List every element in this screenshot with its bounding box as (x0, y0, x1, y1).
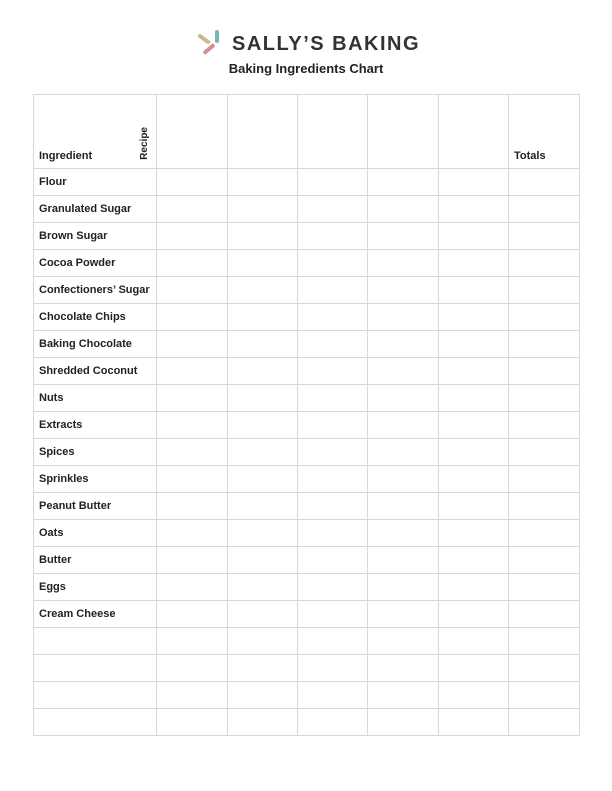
table-row (34, 520, 580, 547)
recipe-cell[interactable] (368, 385, 439, 412)
recipe-cell[interactable] (298, 466, 368, 493)
recipe-cell[interactable] (228, 547, 298, 574)
recipe-cell[interactable] (228, 250, 298, 277)
table-row (34, 385, 580, 412)
ingredient-cell: Eggs (34, 574, 157, 601)
recipe-cell[interactable] (228, 385, 298, 412)
recipe-cell[interactable] (157, 95, 228, 169)
ingredient-cell (34, 628, 157, 655)
recipe-cell[interactable] (439, 574, 509, 601)
recipe-cell[interactable] (228, 439, 298, 466)
recipe-cell[interactable] (157, 682, 228, 709)
table-row (34, 439, 580, 466)
recipe-cell[interactable] (298, 709, 368, 736)
ingredient-cell: Nuts (34, 385, 157, 412)
recipe-cell[interactable] (298, 493, 368, 520)
recipe-cell[interactable] (157, 493, 228, 520)
recipe-cell[interactable] (228, 196, 298, 223)
recipe-cell[interactable] (368, 547, 439, 574)
recipe-cell[interactable] (368, 95, 439, 169)
recipe-cell[interactable] (298, 574, 368, 601)
ingredient-cell: Cocoa Powder (34, 250, 157, 277)
totals-header: Totals (509, 95, 580, 169)
table-row (34, 493, 580, 520)
header-row (34, 95, 580, 169)
recipe-cell[interactable] (298, 547, 368, 574)
totals-cell[interactable] (509, 628, 580, 655)
table-row (34, 601, 580, 628)
recipe-cell[interactable] (368, 709, 439, 736)
logo (196, 30, 420, 58)
recipe-cell[interactable] (439, 223, 509, 250)
recipe-cell[interactable] (157, 385, 228, 412)
table-row (34, 574, 580, 601)
recipe-cell[interactable] (368, 520, 439, 547)
recipe-cell[interactable] (228, 493, 298, 520)
table-row (34, 412, 580, 439)
recipe-cell[interactable] (157, 466, 228, 493)
recipe-cell[interactable] (298, 601, 368, 628)
recipe-cell[interactable] (298, 682, 368, 709)
ingredient-cell: Cream Cheese (34, 601, 157, 628)
totals-cell[interactable] (509, 520, 580, 547)
ingredient-cell: Extracts (34, 412, 157, 439)
table-row (34, 655, 580, 682)
table-row (34, 628, 580, 655)
totals-cell[interactable] (509, 682, 580, 709)
table-row (34, 250, 580, 277)
recipe-cell[interactable] (157, 439, 228, 466)
recipe-cell[interactable] (157, 574, 228, 601)
totals-cell[interactable] (509, 196, 580, 223)
recipe-cell[interactable] (439, 331, 509, 358)
totals-cell[interactable] (509, 331, 580, 358)
recipe-cell[interactable] (439, 628, 509, 655)
recipe-cell[interactable] (298, 385, 368, 412)
recipe-cell[interactable] (157, 169, 228, 196)
ingredient-cell: Confectioners’ Sugar (34, 277, 157, 304)
recipe-cell[interactable] (157, 547, 228, 574)
table-row (34, 223, 580, 250)
recipe-cell[interactable] (439, 547, 509, 574)
recipe-cell[interactable] (228, 95, 298, 169)
recipe-cell[interactable] (368, 655, 439, 682)
recipe-cell[interactable] (439, 439, 509, 466)
ingredient-header-cell (34, 95, 157, 169)
recipe-cell[interactable] (439, 277, 509, 304)
recipe-cell[interactable] (228, 601, 298, 628)
recipe-cell[interactable] (368, 277, 439, 304)
recipe-cell[interactable] (439, 95, 509, 169)
ingredient-cell: Butter (34, 547, 157, 574)
recipe-cell[interactable] (439, 304, 509, 331)
recipe-cell[interactable] (228, 628, 298, 655)
sprinkles-icon (196, 30, 224, 58)
recipe-cell[interactable] (157, 304, 228, 331)
totals-cell[interactable] (509, 304, 580, 331)
recipe-cell[interactable] (298, 439, 368, 466)
recipe-cell[interactable] (157, 412, 228, 439)
ingredient-header: Ingredient (39, 150, 93, 162)
recipe-cell[interactable] (228, 304, 298, 331)
recipe-cell[interactable] (368, 439, 439, 466)
recipe-cell[interactable] (157, 277, 228, 304)
ingredient-cell (34, 655, 157, 682)
recipe-cell[interactable] (439, 655, 509, 682)
ingredient-cell: Spices (34, 439, 157, 466)
totals-cell[interactable] (509, 574, 580, 601)
recipe-cell[interactable] (228, 574, 298, 601)
recipe-cell[interactable] (368, 223, 439, 250)
recipe-cell[interactable] (439, 520, 509, 547)
page-title: Baking Ingredients Chart (228, 61, 384, 76)
recipe-cell[interactable] (368, 412, 439, 439)
ingredient-cell: Baking Chocolate (34, 331, 157, 358)
recipe-cell[interactable] (228, 466, 298, 493)
recipe-cell[interactable] (439, 466, 509, 493)
recipe-cell[interactable] (298, 304, 368, 331)
totals-cell[interactable] (509, 709, 580, 736)
recipe-cell[interactable] (368, 682, 439, 709)
ingredient-cell: Brown Sugar (34, 223, 157, 250)
recipe-cell[interactable] (368, 493, 439, 520)
recipe-cell[interactable] (298, 358, 368, 385)
recipe-cell[interactable] (368, 196, 439, 223)
ingredient-cell (34, 682, 157, 709)
recipe-cell[interactable] (298, 250, 368, 277)
recipe-cell[interactable] (157, 601, 228, 628)
brand-name: SALLY’S BAKING (232, 32, 421, 55)
recipe-cell[interactable] (439, 250, 509, 277)
totals-cell[interactable] (509, 493, 580, 520)
totals-cell[interactable] (509, 439, 580, 466)
recipe-cell[interactable] (298, 277, 368, 304)
recipe-cell[interactable] (439, 493, 509, 520)
ingredient-cell: Chocolate Chips (34, 304, 157, 331)
recipe-cell[interactable] (228, 358, 298, 385)
recipe-cell[interactable] (368, 331, 439, 358)
recipe-cell[interactable] (439, 709, 509, 736)
totals-cell[interactable] (509, 358, 580, 385)
totals-cell[interactable] (509, 385, 580, 412)
recipe-cell[interactable] (157, 628, 228, 655)
recipe-cell[interactable] (298, 412, 368, 439)
recipe-cell[interactable] (228, 223, 298, 250)
recipe-cell[interactable] (439, 385, 509, 412)
recipe-cell[interactable] (439, 601, 509, 628)
recipe-cell[interactable] (228, 169, 298, 196)
recipe-cell[interactable] (157, 196, 228, 223)
recipe-cell[interactable] (298, 331, 368, 358)
totals-cell[interactable] (509, 223, 580, 250)
recipe-cell[interactable] (157, 358, 228, 385)
recipe-cell[interactable] (228, 682, 298, 709)
recipe-cell[interactable] (368, 628, 439, 655)
totals-cell[interactable] (509, 250, 580, 277)
ingredient-cell: Oats (34, 520, 157, 547)
table-row (34, 169, 580, 196)
recipe-cell[interactable] (368, 250, 439, 277)
recipe-cell[interactable] (368, 358, 439, 385)
recipe-cell[interactable] (228, 277, 298, 304)
table-row (34, 331, 580, 358)
recipe-cell[interactable] (157, 223, 228, 250)
ingredient-cell: Sprinkles (34, 466, 157, 493)
table-row (34, 358, 580, 385)
recipe-cell[interactable] (157, 520, 228, 547)
recipe-cell[interactable] (439, 358, 509, 385)
totals-cell[interactable] (509, 466, 580, 493)
recipe-cell[interactable] (298, 196, 368, 223)
recipe-header: Recipe (139, 127, 150, 160)
table-row (34, 196, 580, 223)
recipe-cell[interactable] (368, 304, 439, 331)
recipe-cell[interactable] (228, 709, 298, 736)
totals-cell[interactable] (509, 655, 580, 682)
recipe-cell[interactable] (298, 223, 368, 250)
totals-cell[interactable] (509, 601, 580, 628)
recipe-cell[interactable] (157, 331, 228, 358)
recipe-cell[interactable] (439, 196, 509, 223)
recipe-cell[interactable] (368, 169, 439, 196)
recipe-cell[interactable] (157, 250, 228, 277)
totals-cell[interactable] (509, 547, 580, 574)
table-row (34, 466, 580, 493)
recipe-cell[interactable] (298, 520, 368, 547)
totals-cell[interactable] (509, 277, 580, 304)
recipe-cell[interactable] (368, 574, 439, 601)
table-row (34, 682, 580, 709)
ingredient-cell: Peanut Butter (34, 493, 157, 520)
ingredient-cell: Granulated Sugar (34, 196, 157, 223)
recipe-cell[interactable] (157, 709, 228, 736)
totals-cell[interactable] (509, 169, 580, 196)
recipe-cell[interactable] (228, 412, 298, 439)
recipe-cell[interactable] (228, 520, 298, 547)
recipe-cell[interactable] (228, 331, 298, 358)
ingredients-table (33, 94, 580, 736)
recipe-cell[interactable] (439, 169, 509, 196)
recipe-cell[interactable] (439, 682, 509, 709)
ingredient-cell (34, 709, 157, 736)
recipe-cell[interactable] (298, 169, 368, 196)
recipe-cell[interactable] (368, 466, 439, 493)
recipe-cell[interactable] (298, 655, 368, 682)
table-row (34, 277, 580, 304)
recipe-cell[interactable] (298, 628, 368, 655)
table-row (34, 547, 580, 574)
ingredient-cell: Shredded Coconut (34, 358, 157, 385)
recipe-cell[interactable] (439, 412, 509, 439)
table-row (34, 304, 580, 331)
totals-cell[interactable] (509, 412, 580, 439)
table-row (34, 709, 580, 736)
recipe-cell[interactable] (298, 95, 368, 169)
recipe-cell[interactable] (157, 655, 228, 682)
recipe-cell[interactable] (368, 601, 439, 628)
recipe-cell[interactable] (228, 655, 298, 682)
ingredient-cell: Flour (34, 169, 157, 196)
